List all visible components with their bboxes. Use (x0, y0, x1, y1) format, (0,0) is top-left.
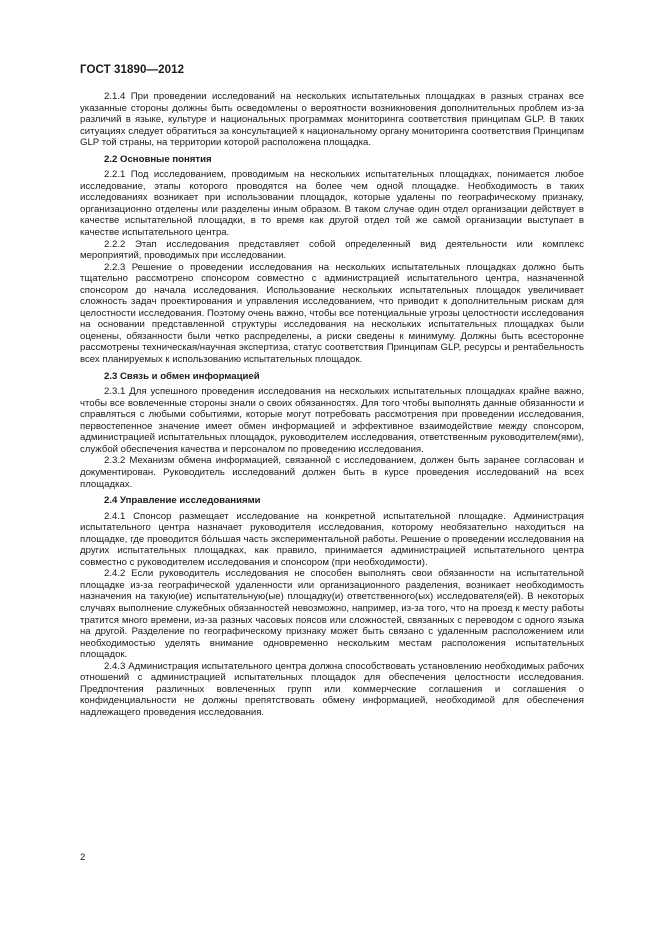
document-body (80, 91, 584, 718)
paragraph-2-4-1: 2.4.1 Спонсор размещает исследование на конкретной испытательной площадке. Администрация испытательного центра назначает руководителя исследования, которому необязательно находиться на площадке, где проводится бо́льшая часть экспериментальной работы. Решение о проведении исследования на других испытательных площадках, как правило, принимается администрацией испытательного центра совместно с руководителем исследования и спонсором (при необходимости). (80, 510, 584, 568)
paragraph-2-4-3: 2.4.3 Администрация испытательного центра должна способствовать установлению необходимых рабочих отношений с администрацией испытательных площадок для обеспечения целостности исследования. Предпочтения различных вовлеченных групп или коммерческие соглашения и соглашения о конфиденциальности не должны препятствовать обмену информацией, необходимой для обеспечения надлежащего проведения исследования. (80, 660, 584, 718)
page-number: 2 (80, 852, 86, 863)
paragraph-2-1-4: 2.1.4 При проведении исследований на нескольких испытательных площадках в разных странах все указанные стороны должны быть осведомлены о вероятности возникновения дополнительных проблем из-за различий в языке, культуре и национальных программах мониторинга соответствия принципам GLP. В таких ситуациях следует обратиться за консультацией к национальному органу мониторинга соответствия Принципам GLP той страны, на территории которой расположена площадка. (80, 91, 584, 149)
paragraph-2-3-1: 2.3.1 Для успешного проведения исследования на нескольких испытательных площадках крайне важно, чтобы все вовлеченные стороны знали о своих обязанностях. Для того чтобы выполнять данные обязанности и справляться с любыми событиями, которые могут потребовать рассмотрения при проведении исследования, первостепенное значение имеет обмен информацией и эффективное взаимодействие между спонсором, администрацией испытательных площадок, руководителем исследования, ответственным руководителем(ями), службой обеспечения качества и персоналом по проведению исследования. (80, 386, 584, 455)
paragraph-2-2-1: 2.2.1 Под исследованием, проводимым на нескольких испытательных площадках, понимается любое исследование, этапы которого проводятся на более чем одной площадке. Необходимость в таких исследованиях возникает при использовании площадок, которые удалены по географическому признаку, организационно отделены или разделены иным образом. В таком случае один отдел организации действует в качестве испытательной площадки, в то время как другой отдел той же самой организации выступает в качестве испытательного центра. (80, 169, 584, 239)
section-heading-2-4: 2.4 Управление исследованиями (104, 495, 261, 507)
paragraph-2-2-3: 2.2.3 Решение о проведении исследования на нескольких испытательных площадках должно быть тщательно рассмотрено спонсором совместно с администрацией испытательного центра, назначенной спонсором до начала исследования. Использование нескольких испытательных площадок увеличивает сложность задач проектирования и управления исследованием, что приводит к дополнительным рискам для целостности исследования. Поэтому очень важно, чтобы все потенциальные угрозы целостности исследования на основании представленной структуры исследования на нескольких испытательных площадках были оценены, обязанности были четко распределены, а риски сведены к минимуму. Должны быть всесторонне рассмотрены техническая/научная экспертиза, статус соответствия Принципам GLP, ресурсы и рентабельность всех планируемых к использованию испытательных площадок. (80, 261, 584, 366)
paragraph-2-3-2: 2.3.2 Механизм обмена информацией, связанной с исследованием, должен быть заранее согласован и документирован. Руководитель исследований должен быть в курсе проведения исследований на всех площадках. (80, 455, 584, 490)
section-heading-2-3: 2.3 Связь и обмен информацией (104, 370, 260, 382)
paragraph-2-2-2: 2.2.2 Этап исследования представляет собой определенный вид деятельности или комплекс мероприятий, проводимых при исследовании. (80, 238, 584, 262)
paragraph-2-4-2: 2.4.2 Если руководитель исследования не способен выполнять свои обязанности на испытательной площадке из-за географической удаленности или организационного разделения, возникает необходимость назначения на такую(ие) испытательную(ые) площадку(и) ответственного(ых) исследователя(ей). В некоторых случаях выполнение служебных обязанностей невозможно, например, из-за того, что на проезд к месту работы тратится много времени, из-за разных часовых поясов или сложностей, связанных с переводом с одного языка на другой. Разделение по географическому признаку может быть связано с удаленным расположением или необходимостью уделять внимание одновременно нескольким местам расположения испытательных площадок. (80, 568, 584, 661)
section-heading-2-2: 2.2 Основные понятия (104, 153, 212, 165)
document-header: ГОСТ 31890—2012 (80, 64, 185, 76)
